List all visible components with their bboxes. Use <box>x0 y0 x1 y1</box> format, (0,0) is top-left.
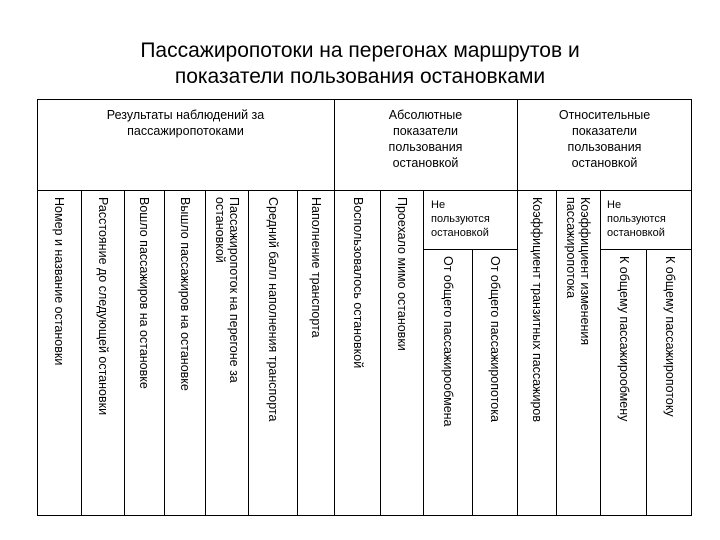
title-line-2: показатели пользования остановками <box>174 65 546 88</box>
header-absolute-line-2: показатели <box>392 124 459 138</box>
header-divider <box>37 190 692 191</box>
col-rel-to-exchange: К общему пассажирообмену <box>617 256 631 422</box>
col-vehicle-fill: Наполнение транспорта <box>309 197 323 338</box>
header-relative-line-1: Относительные <box>558 108 651 122</box>
header-relative <box>517 107 692 171</box>
col-rel-to-flow: К общему пассажиропотоку <box>663 256 677 417</box>
rel-subheader-divider <box>600 249 692 250</box>
divider-c3-c4 <box>164 190 165 516</box>
col-flow-change-coef <box>564 197 592 345</box>
subheader-abs-line-3: остановкой <box>431 227 489 239</box>
col-flow-change-coef-line-2: пассажиропотока <box>564 197 578 299</box>
col-abs-from-flow: От общего пассажиропотока <box>488 256 502 422</box>
header-relative-line-3: пользования <box>567 140 642 154</box>
header-relative-line-4: остановкой <box>571 156 638 170</box>
col-used-stop: Воспользовалось остановкой <box>351 197 365 369</box>
subheader-rel-line-3: остановкой <box>607 227 665 239</box>
subheader-rel-not-used <box>607 198 666 240</box>
col-passed-by: Проехало мимо остановки <box>395 197 409 351</box>
col-boarded: Вошло пассажиров на остановке <box>137 197 151 389</box>
subheader-rel-line-1: Не <box>607 199 622 211</box>
col-distance-next: Расстояние до следующей остановки <box>96 197 110 416</box>
subheader-abs-line-2: пользуются <box>431 213 490 225</box>
col-segment-flow-line-1: Пассажиропоток на перегоне за <box>227 197 241 383</box>
col-alighted: Вышло пассажиров на остановке <box>178 197 192 391</box>
title-line-1: Пассажиропотоки на перегонах маршрутов и <box>140 39 580 62</box>
divider-c6-c7 <box>297 190 298 516</box>
header-observations-line-2: пассажиропотоками <box>127 124 244 138</box>
header-absolute-line-1: Абсолютные <box>388 108 463 122</box>
col-avg-fill-score: Средний балл наполнения транспорта <box>266 197 280 422</box>
divider-c8-c9 <box>380 190 381 516</box>
col-abs-from-exchange: От общего пассажирообмена <box>441 256 455 427</box>
page-title <box>60 38 660 90</box>
header-absolute-line-3: пользования <box>388 140 463 154</box>
abs-subheader-divider <box>423 249 517 250</box>
divider-c13-c14 <box>600 190 601 516</box>
header-relative-line-2: показатели <box>571 124 638 138</box>
header-observations-line-1: Результаты наблюдений за <box>106 108 265 122</box>
divider-c7-c8 <box>334 190 335 516</box>
divider-c9-c10 <box>423 190 424 516</box>
divider-c2-c3 <box>124 190 125 516</box>
subheader-rel-line-2: пользуются <box>607 213 666 225</box>
col-stop-name: Номер и название остановки <box>52 197 66 366</box>
divider-c4-c5 <box>205 190 206 516</box>
header-observations <box>37 107 334 139</box>
divider-c10-c11 <box>472 249 473 516</box>
divider-c11-c12 <box>517 190 518 516</box>
col-transit-coef: Коэффициент транзитных пассажиров <box>530 197 544 422</box>
header-absolute-line-4: остановкой <box>392 156 459 170</box>
subheader-abs-not-used <box>431 198 490 240</box>
header-absolute <box>334 107 517 171</box>
col-segment-flow <box>213 197 241 383</box>
divider-c1-c2 <box>81 190 82 516</box>
col-flow-change-coef-line-1: Коэффициент изменения <box>578 197 592 346</box>
divider-c14-c15 <box>646 249 647 516</box>
subheader-abs-line-1: Не <box>431 199 446 211</box>
divider-c12-c13 <box>556 190 557 516</box>
col-segment-flow-line-2: остановкой <box>213 197 227 263</box>
divider-c5-c6 <box>248 190 249 516</box>
